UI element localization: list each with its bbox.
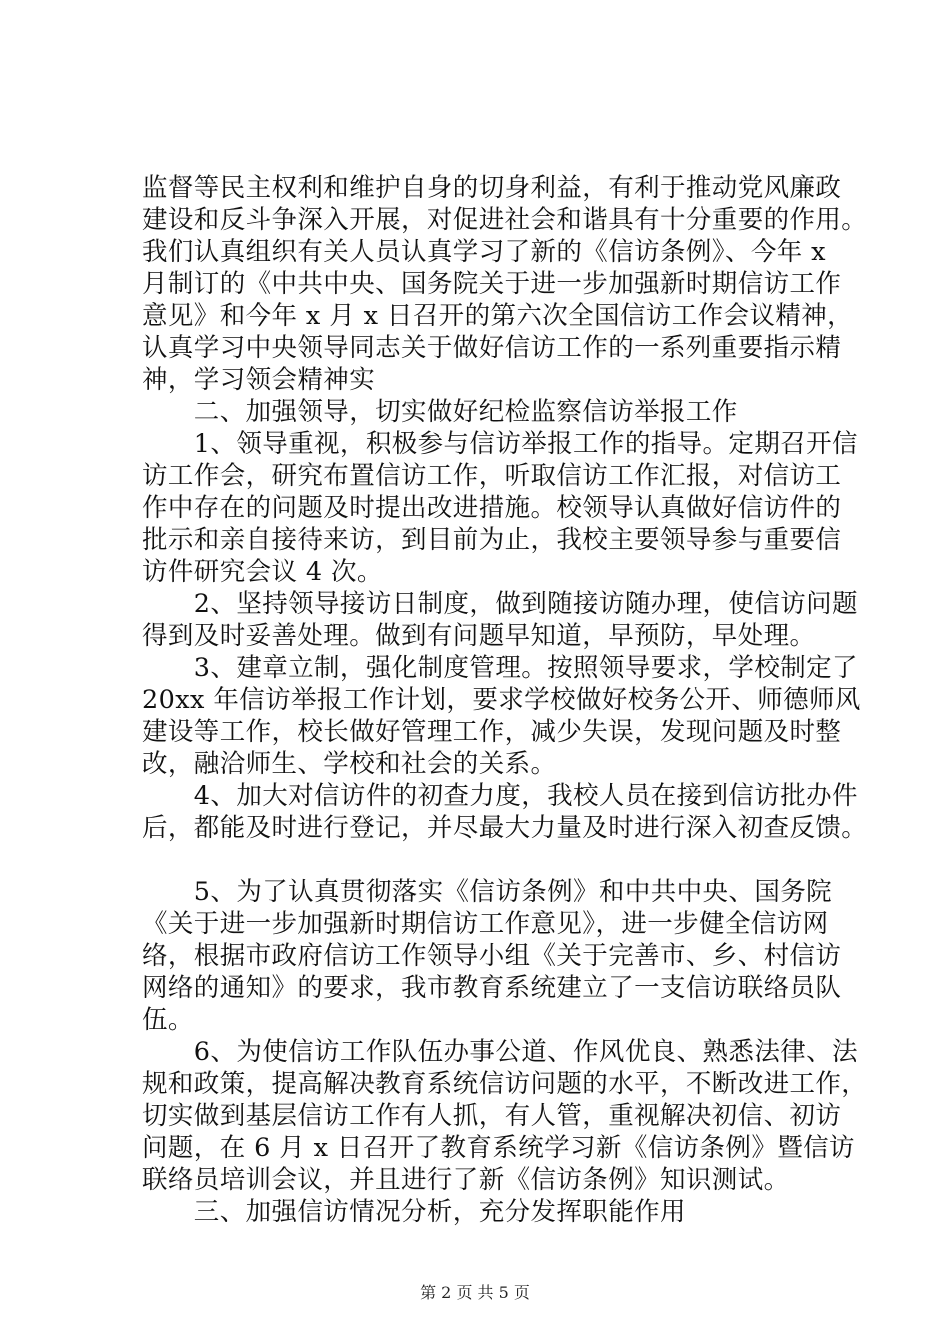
body-text-line: 6、为使信访工作队伍办事公道、作风优良、熟悉法律、法 xyxy=(142,1037,858,1067)
body-text-line: 月制订的《中共中央、国务院关于进一步加强新时期信访工作 xyxy=(142,269,842,299)
section-heading: 二、加强领导，切实做好纪检监察信访举报工作 xyxy=(142,397,738,427)
body-text-line: 4、加大对信访件的初查力度，我校人员在接到信访批办件 xyxy=(142,781,858,811)
body-text-line: 批示和亲自接待来访，到目前为止，我校主要领导参与重要信 xyxy=(142,525,842,555)
body-text-line: 我们认真组织有关人员认真学习了新的《信访条例》、今年 x xyxy=(142,237,826,267)
body-text-line: 2、坚持领导接访日制度，做到随接访随办理，使信访问题 xyxy=(142,589,858,619)
body-text-line: 后，都能及时进行登记，并尽最大力量及时进行深入初查反馈。 xyxy=(142,813,868,843)
page-number-footer: 第 2 页 共 5 页 xyxy=(420,1283,530,1302)
body-text-line: 监督等民主权利和维护自身的切身利益，有利于推动党风廉政 xyxy=(142,173,842,203)
body-text-line: 访工作会，研究布置信访工作，听取信访工作汇报，对信访工 xyxy=(142,461,842,491)
body-text-line: 伍。 xyxy=(142,1005,194,1035)
body-text-line: 访件研究会议 4 次。 xyxy=(142,557,383,587)
body-text-line: 1、领导重视，积极参与信访举报工作的指导。定期召开信 xyxy=(142,429,858,459)
body-text-line: 神，学习领会精神实 xyxy=(142,365,376,395)
body-text-line: 得到及时妥善处理。做到有问题早知道，早预防，早处理。 xyxy=(142,621,816,651)
body-text-line: 问题，在 6 月 x 日召开了教育系统学习新《信访条例》暨信访 xyxy=(142,1133,855,1163)
body-text-line: 20xx 年信访举报工作计划，要求学校做好校务公开、师德师风 xyxy=(142,685,861,715)
body-text-line: 认真学习中央领导同志关于做好信访工作的一系列重要指示精 xyxy=(142,333,842,363)
body-text-line: 作中存在的问题及时提出改进措施。校领导认真做好信访件的 xyxy=(142,493,842,523)
body-text-line: 网络的通知》的要求，我市教育系统建立了一支信访联络员队 xyxy=(142,973,842,1003)
body-text-line: 5、为了认真贯彻落实《信访条例》和中共中央、国务院 xyxy=(142,877,833,907)
body-text-line: 3、建章立制，强化制度管理。按照领导要求，学校制定了 xyxy=(142,653,858,683)
body-text-line: 改，融洽师生、学校和社会的关系。 xyxy=(142,749,557,779)
body-text-line: 规和政策，提高解决教育系统信访问题的水平，不断改进工作， xyxy=(142,1069,868,1099)
body-text-line: 建设等工作，校长做好管理工作，减少失误，发现问题及时整 xyxy=(142,717,842,747)
section-heading: 三、加强信访情况分析，充分发挥职能作用 xyxy=(142,1197,686,1227)
body-text-line: 联络员培训会议，并且进行了新《信访条例》知识测试。 xyxy=(142,1165,790,1195)
body-text-line: 意见》和今年 x 月 x 日召开的第六次全国信访工作会议精神， xyxy=(142,301,854,331)
body-text-line: 建设和反斗争深入开展，对促进社会和谐具有十分重要的作用。 xyxy=(142,205,868,235)
body-text-line: 络，根据市政府信访工作领导小组《关于完善市、乡、村信访 xyxy=(142,941,842,971)
body-text-line: 《关于进一步加强新时期信访工作意见》，进一步健全信访网 xyxy=(142,909,829,939)
body-text-line: 切实做到基层信访工作有人抓，有人管，重视解决初信、初访 xyxy=(142,1101,842,1131)
